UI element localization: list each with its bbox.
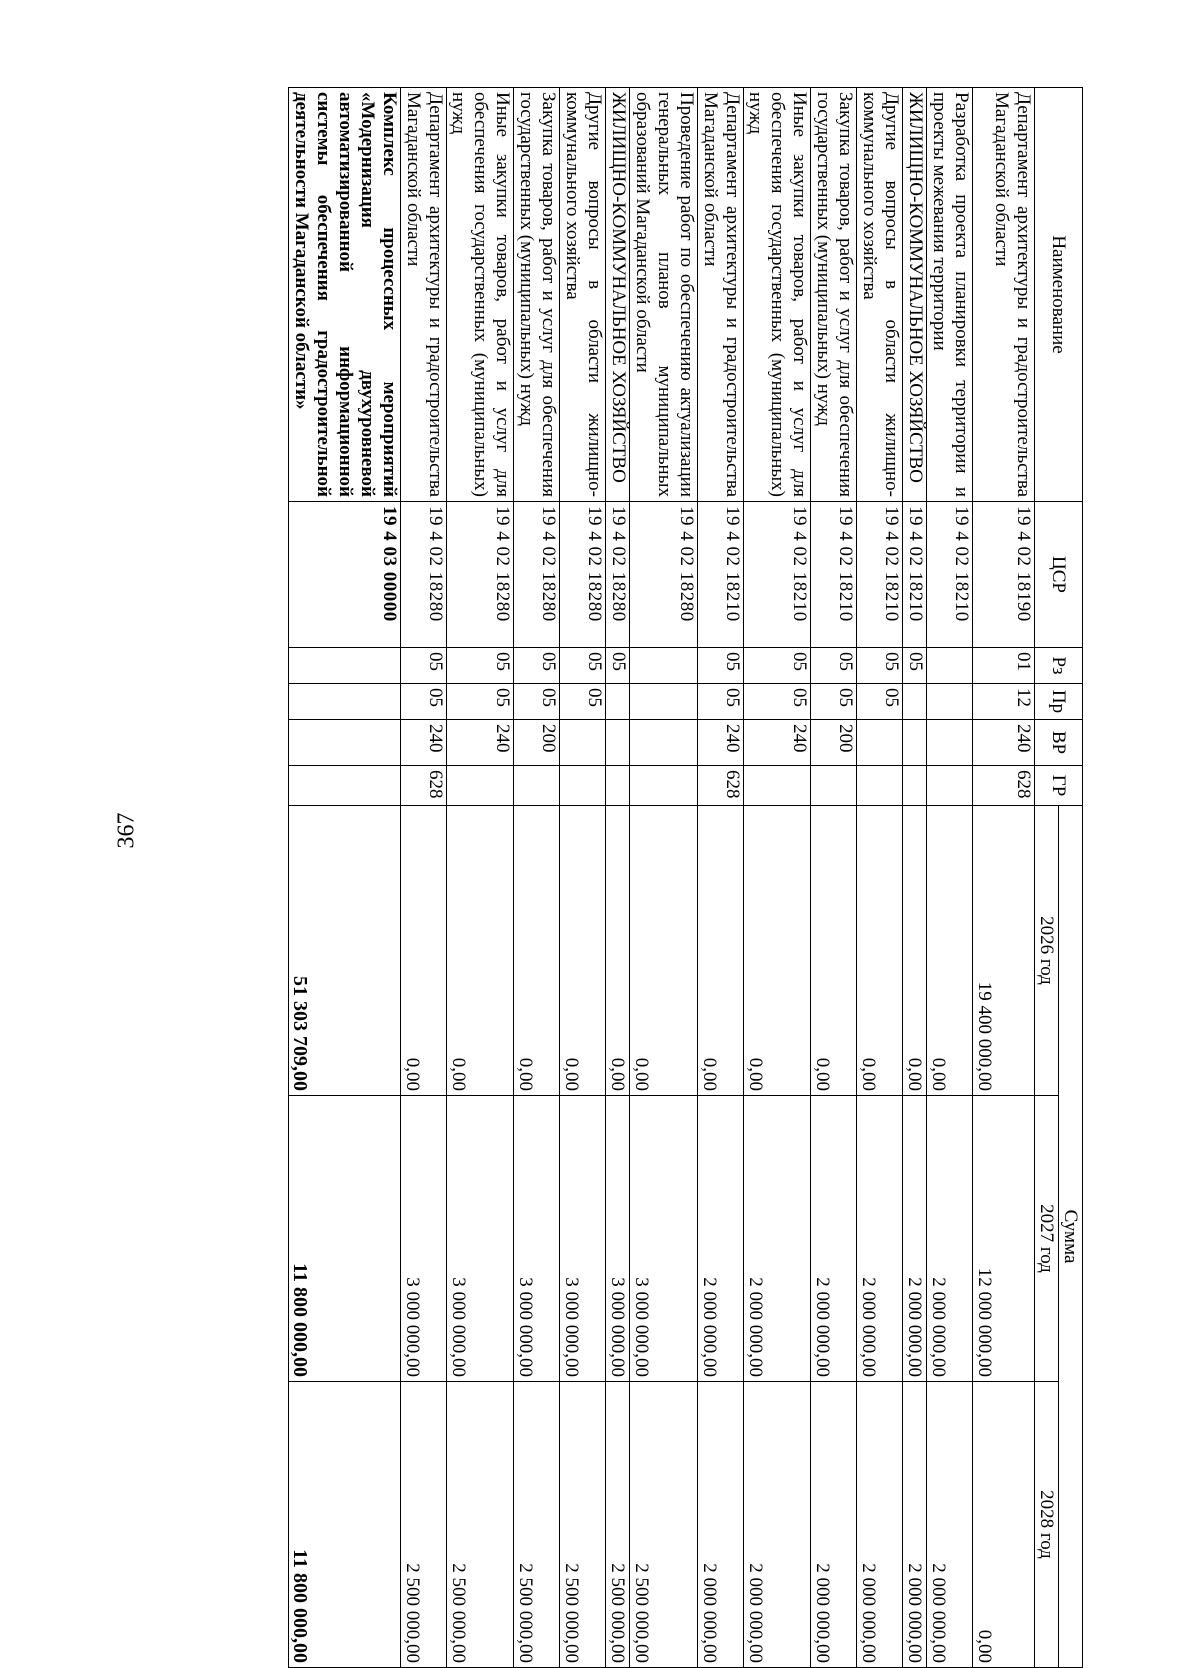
row-pr: 05 [744,684,811,720]
row-2026: 19 400 000,00 [973,806,1035,1096]
row-rz: 05 [401,648,447,684]
row-2028: 0,00 [973,1382,1035,1668]
row-csr: 19 4 02 18190 [973,502,1035,648]
row-2026: 0,00 [744,806,811,1096]
row-vr: 240 [401,720,447,766]
row-rz [630,648,698,684]
row-2027: 3 000 000,00 [514,1096,560,1382]
row-name: Другие вопросы в области жилищно-коммунального хозяйства [560,88,606,502]
row-name: Комплекс процессных мероприятий «Модернизация двухуровневой автоматизированной информационной системы обеспечения градостроительной деятельности Магаданской области» [289,88,401,502]
row-name: Проведение работ по обеспечению актуализации генеральных планов муниципальных образований Магаданской области [630,88,698,502]
row-pr: 05 [514,684,560,720]
row-rz: 05 [698,648,744,684]
row-2028: 2 500 000,00 [447,1382,514,1668]
row-vr: 240 [698,720,744,766]
row-gr [630,766,698,806]
header-vr: ВР [1035,720,1083,766]
row-rz: 05 [514,648,560,684]
row-csr: 19 4 02 18280 [447,502,514,648]
row-2028: 2 000 000,00 [903,1382,927,1668]
row-vr: 200 [514,720,560,766]
row-pr: 12 [973,684,1035,720]
budget-table-sheet [197,87,1083,1667]
row-csr: 19 4 02 18210 [903,502,927,648]
table-row [606,88,630,1668]
row-gr [903,766,927,806]
row-pr: 05 [447,684,514,720]
row-2027: 2 000 000,00 [744,1096,811,1382]
table-row [514,88,560,1668]
row-name: Департамент архитектуры и градостроительства Магаданской области [698,88,744,502]
row-csr: 19 4 02 18280 [606,502,630,648]
header-2027: 2027 год [1035,1096,1059,1382]
row-rz: 05 [903,648,927,684]
row-pr: 05 [857,684,903,720]
row-name: ЖИЛИЩНО-КОММУНАЛЬНОЕ ХОЗЯЙСТВО [903,88,927,502]
row-csr: 19 4 02 18210 [811,502,857,648]
row-pr [606,684,630,720]
row-vr [289,720,401,766]
table-row [698,88,744,1668]
row-vr [606,720,630,766]
row-name: Иные закупки товаров, работ и услуг для обеспечения государственных (муниципальных) нужд [744,88,811,502]
header-name: Наименование [1035,88,1083,502]
row-2027: 3 000 000,00 [606,1096,630,1382]
row-gr [514,766,560,806]
row-2028: 2 500 000,00 [606,1382,630,1668]
table-row [401,88,447,1668]
header-2028: 2028 год [1035,1382,1059,1668]
budget-table [288,87,1083,1668]
row-2026: 0,00 [514,806,560,1096]
row-vr: 240 [973,720,1035,766]
row-pr [289,684,401,720]
row-2028: 2 000 000,00 [744,1382,811,1668]
row-pr: 05 [560,684,606,720]
row-2027: 12 000 000,00 [973,1096,1035,1382]
row-2026: 0,00 [811,806,857,1096]
row-2028: 2 500 000,00 [630,1382,698,1668]
header-gr: ГР [1035,766,1083,806]
row-2027: 3 000 000,00 [401,1096,447,1382]
row-gr [811,766,857,806]
row-name: Департамент архитектуры и градостроительства Магаданской области [401,88,447,502]
row-pr [927,684,973,720]
row-vr: 240 [744,720,811,766]
header-sum: Сумма [1059,806,1083,1668]
row-pr [630,684,698,720]
header-csr: ЦСР [1035,502,1083,648]
row-2026: 0,00 [560,806,606,1096]
row-2026: 0,00 [903,806,927,1096]
row-rz: 05 [811,648,857,684]
row-vr: 200 [811,720,857,766]
row-rz: 05 [857,648,903,684]
row-name: Иные закупки товаров, работ и услуг для обеспечения государственных (муниципальных) нужд [447,88,514,502]
row-name: ЖИЛИЩНО-КОММУНАЛЬНОЕ ХОЗЯЙСТВО [606,88,630,502]
table-row [927,88,973,1668]
row-2026: 0,00 [606,806,630,1096]
row-name: Другие вопросы в области жилищно-коммунального хозяйства [857,88,903,502]
row-rz: 01 [973,648,1035,684]
row-vr [560,720,606,766]
page-number: 367 [113,812,140,849]
row-gr: 628 [698,766,744,806]
row-vr [927,720,973,766]
table-row [447,88,514,1668]
row-csr: 19 4 02 18280 [630,502,698,648]
row-2026: 0,00 [630,806,698,1096]
row-rz: 05 [606,648,630,684]
row-2026: 0,00 [857,806,903,1096]
row-2028: 2 000 000,00 [927,1382,973,1668]
row-pr: 05 [811,684,857,720]
row-name: Разработка проекта планировки территории и проекты межевания территории [927,88,973,502]
row-2027: 3 000 000,00 [630,1096,698,1382]
table-row [560,88,606,1668]
row-name: Закупка товаров, работ и услуг для обеспечения государственных (муниципальных) нужд [514,88,560,502]
row-gr: 628 [401,766,447,806]
row-2027: 3 000 000,00 [560,1096,606,1382]
row-rz [927,648,973,684]
row-rz: 05 [560,648,606,684]
row-2027: 2 000 000,00 [698,1096,744,1382]
row-rz: 05 [744,648,811,684]
table-row [630,88,698,1668]
row-2026: 0,00 [401,806,447,1096]
row-pr: 05 [698,684,744,720]
row-2028: 2 000 000,00 [857,1382,903,1668]
row-csr: 19 4 02 18210 [927,502,973,648]
row-2028: 2 500 000,00 [560,1382,606,1668]
row-csr: 19 4 02 18280 [560,502,606,648]
row-vr [857,720,903,766]
row-rz: 05 [447,648,514,684]
row-2026: 0,00 [447,806,514,1096]
row-gr [289,766,401,806]
row-2028: 11 800 000,00 [289,1382,401,1668]
row-2027: 2 000 000,00 [811,1096,857,1382]
row-gr [447,766,514,806]
row-2026: 51 303 709,00 [289,806,401,1096]
row-csr: 19 4 02 18210 [698,502,744,648]
row-name: Закупка товаров, работ и услуг для обеспечения государственных (муниципальных) нужд [811,88,857,502]
row-gr [606,766,630,806]
row-csr: 19 4 02 18280 [514,502,560,648]
row-csr: 19 4 03 00000 [289,502,401,648]
row-gr [927,766,973,806]
row-2027: 11 800 000,00 [289,1096,401,1382]
row-gr [857,766,903,806]
header-2026: 2026 год [1035,806,1059,1096]
row-2027: 2 000 000,00 [903,1096,927,1382]
table-row [857,88,903,1668]
row-2026: 0,00 [698,806,744,1096]
row-vr [903,720,927,766]
header-rz: Рз [1035,648,1083,684]
row-csr: 19 4 02 18280 [401,502,447,648]
row-pr: 05 [401,684,447,720]
row-2027: 2 000 000,00 [857,1096,903,1382]
table-row [289,88,401,1668]
row-2027: 3 000 000,00 [447,1096,514,1382]
table-body [289,88,1035,1668]
row-2028: 2 000 000,00 [811,1382,857,1668]
row-vr [630,720,698,766]
row-2028: 2 000 000,00 [698,1382,744,1668]
row-csr: 19 4 02 18210 [744,502,811,648]
row-2026: 0,00 [927,806,973,1096]
row-pr [903,684,927,720]
row-rz [289,648,401,684]
row-name: Департамент архитектуры и градостроительства Магаданской области [973,88,1035,502]
row-csr: 19 4 02 18210 [857,502,903,648]
table-row [903,88,927,1668]
row-2028: 2 500 000,00 [514,1382,560,1668]
table-row [973,88,1035,1668]
row-2027: 2 000 000,00 [927,1096,973,1382]
row-gr [560,766,606,806]
table-row [811,88,857,1668]
row-gr [744,766,811,806]
row-vr: 240 [447,720,514,766]
row-gr: 628 [973,766,1035,806]
table-row [744,88,811,1668]
row-2028: 2 500 000,00 [401,1382,447,1668]
header-pr: Пр [1035,684,1083,720]
